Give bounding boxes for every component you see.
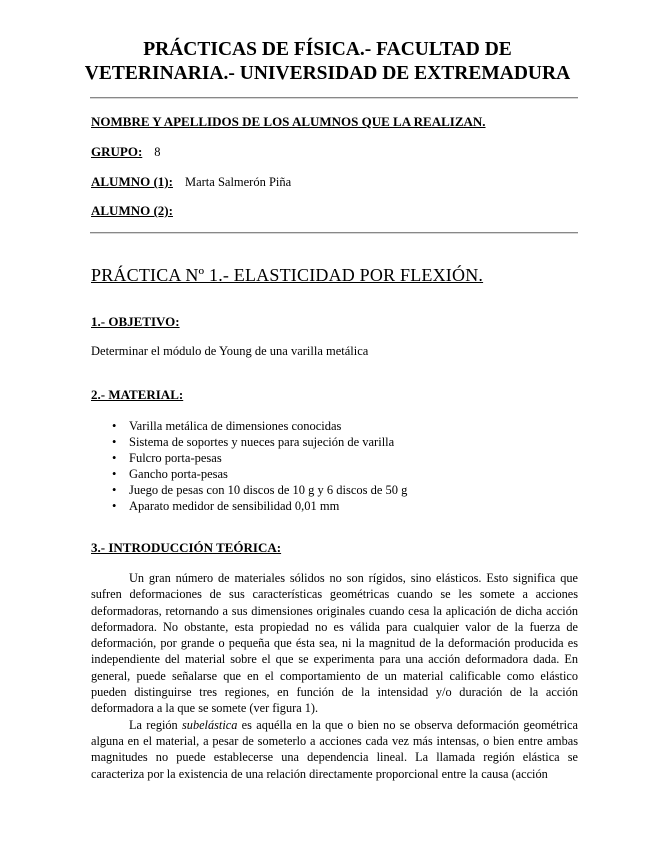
student1-field xyxy=(91,174,291,190)
list-item: • Gancho porta-pesas xyxy=(112,467,228,481)
list-item: • Aparato medidor de sensibilidad 0,01 mm xyxy=(112,499,340,513)
students-heading-text: NOMBRE Y APELLIDOS DE LOS ALUMNOS QUE LA REALIZAN. xyxy=(91,114,486,129)
students-divider xyxy=(90,232,578,234)
list-item: • Juego de pesas con 10 discos de 10 g y 6 discos de 50 g xyxy=(112,483,408,497)
list-item: • Sistema de soportes y nueces para sujeción de varilla xyxy=(112,435,395,449)
group-field xyxy=(91,144,161,160)
introduction-body xyxy=(91,570,578,782)
student1-value: Marta Salmerón Piña xyxy=(184,175,292,189)
students-heading xyxy=(91,114,486,130)
group-value: 8 xyxy=(154,145,161,159)
group-label: GRUPO: xyxy=(91,144,143,159)
bullet-icon: • xyxy=(112,419,117,433)
title-line-1: PRÁCTICAS DE FÍSICA.- FACULTAD DE xyxy=(143,39,512,60)
bullet-icon: • xyxy=(112,467,117,481)
bullet-icon: • xyxy=(112,435,117,449)
header-divider xyxy=(90,97,578,99)
practice-title: PRÁCTICA Nº 1.- ELASTICIDAD POR FLEXIÓN. xyxy=(91,265,484,285)
title-line-2: VETERINARIA.- UNIVERSIDAD DE EXTREMADURA xyxy=(84,63,571,84)
list-item: • Varilla metálica de dimensiones conocidas xyxy=(112,419,342,433)
introduction-paragraph-2: La región subelástica es aquélla en la que o bien no se observa deformación geométrica alguna en el material, a pesar de someterlo a acciones cada vez más intensas, o bien entre ambas magnitudes no puede establecerse una dependencia lineal. La llamada región elástica se caracteriza por la existencia de una relación directamente proporcional entre la causa (acción xyxy=(91,717,578,781)
material-list xyxy=(112,418,407,514)
list-item: • Fulcro porta-pesas xyxy=(112,451,222,465)
introduction-paragraph-1: Un gran número de materiales sólidos no son rígidos, sino elásticos. Esto significa que sufren deformaciones de sus características geométricas cuando se les somete a acciones deformadoras, retornando a sus dimensiones originales cuando cesa la aplicación de dicha acción deformadora. No obstante, esta propiedad no es válida para cualquier valor de la fuerza de deformación, por grande o pequeña que ésta sea, ni la magnitud de la deformación producida es independiente del material sobre el que se experimenta para una acción deformadora dada. En general, puede señalarse que en el comportamiento de un material calificable como elástico pueden distinguirse tres regiones, en función de la intensidad y/o duración de la acción deformadora a la que se somete (ver figura 1). xyxy=(91,571,578,716)
subelastic-term: subelástica xyxy=(182,717,238,732)
student2-field xyxy=(91,203,173,219)
bullet-icon: • xyxy=(112,499,117,513)
material-heading: 2.- MATERIAL: xyxy=(91,387,184,402)
document-title xyxy=(60,38,595,86)
objective-heading: 1.- OBJETIVO: xyxy=(91,314,180,329)
objective-text: Determinar el módulo de Young de una varilla metálica xyxy=(91,344,369,358)
student1-label: ALUMNO (1): xyxy=(91,174,173,189)
student2-label: ALUMNO (2): xyxy=(91,203,173,218)
introduction-heading: 3.- INTRODUCCIÓN TEÓRICA: xyxy=(91,540,282,555)
bullet-icon: • xyxy=(112,483,117,497)
bullet-icon: • xyxy=(112,451,117,465)
